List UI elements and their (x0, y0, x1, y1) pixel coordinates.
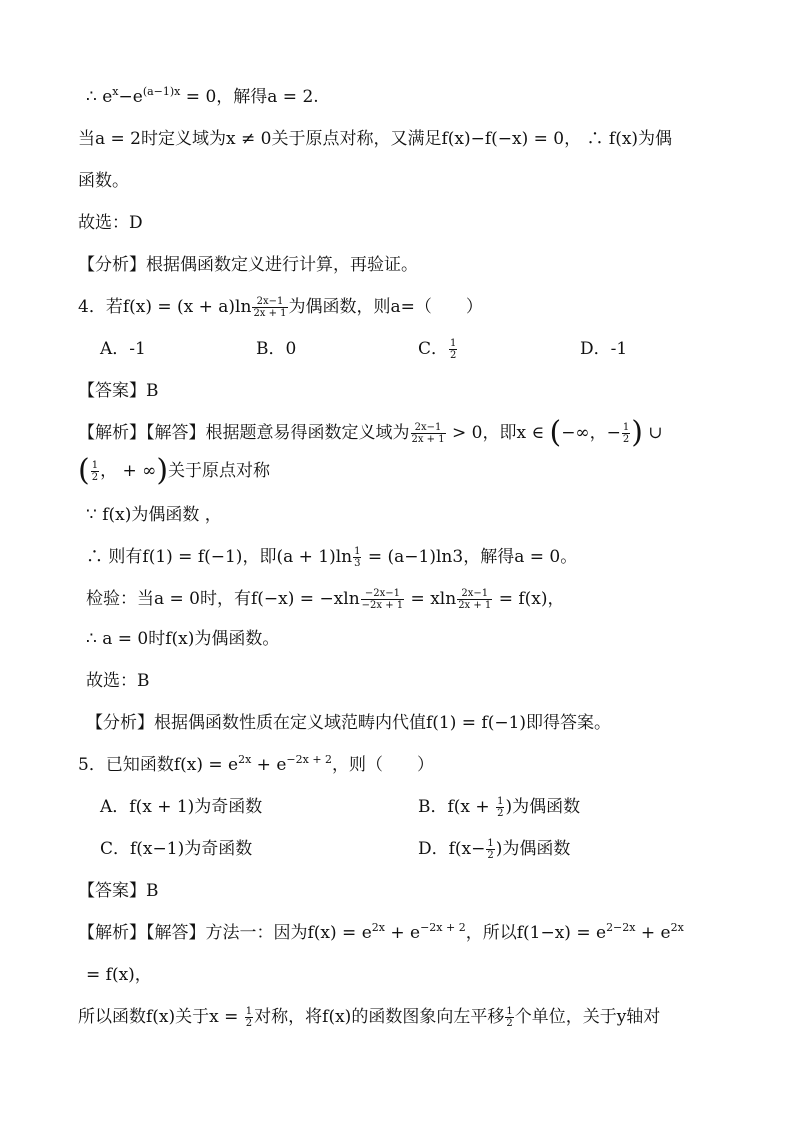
solution-5-line-2: = f(x)， (86, 965, 152, 985)
fraction: $\frac{2x-1}{2x + 1}$ (253, 296, 287, 319)
q5-option-d: D．f(x− $\frac{1}{2}$ )为偶函数 (418, 838, 571, 861)
solution-line-3: 函数。 (78, 171, 129, 191)
q5-option-b: B．f(x + $\frac{1}{2}$ )为偶函数 (418, 796, 581, 819)
solution-4-analysis: 【分析】根据偶函数性质在定义域范畴内代值f(1) = f(−1)即得答案。 (86, 713, 612, 733)
q5-option-c: C．f(x−1)为奇函数 (100, 839, 253, 859)
solution-4-check: 检验：当a = 0时，有f(−x) = −xln $\frac{-2x-1}{-2x + 1}$ = xln $\frac{2x-1}{2x + 1}$ = f(x)， (86, 588, 565, 611)
analysis-line: 【分析】根据偶函数定义进行计算，再验证。 (78, 255, 418, 275)
solution-4-line-4: ∴ 则有f(1) = f(−1)，即(a + 1)ln $\frac{1}{3}$ = (a−1)ln3，解得a = 0。 (86, 546, 578, 569)
solution-line-1: ∴ $e^x-e^{(a-1)x} = 0$，解得a = 2. (86, 85, 319, 107)
solution-4-choice: 故选：B (86, 671, 150, 691)
question-4: 4．若f(x) = (x + a)ln $\frac{2x-1}{2x + 1}$ 为偶函数，则a=（ ） (78, 296, 483, 319)
question-5: 5．已知函数$f(x) = e^{2x} + e^{-2x + 2}$，则（ ） (78, 753, 435, 775)
solution-4-line-6: ∴ a = 0时f(x)为偶函数。 (86, 629, 280, 649)
solution-5-line-1: 【解析】【解答】方法一：因为$f(x) = e^{2x} + e^{-2x + 2}$，所以$f(1-x) = e^{2-2x} + e^{2x}$ (78, 921, 684, 943)
solution-5-line-3: 所以函数f(x)关于x = $\frac{1}{2}$ 对称，将f(x)的函数图象向左平移 $\frac{1}{2}$ 个单位，关于y轴对 (78, 1006, 661, 1029)
answer-4: 【答案】B (78, 381, 159, 401)
q4-option-b: B．0 (256, 339, 297, 359)
solution-line-2: 当a = 2时定义域为x ≠ 0关于原点对称，又满足f(x)−f(−x) = 0， ∴ f(x)为偶 (78, 129, 673, 149)
solution-4-line-1: 【解析】【解答】根据题意易得函数定义域为 $\frac{2x-1}{2x + 1}$ > 0，即x ∈ (−∞，− $\frac{1}{2}$ ) ∪ (78, 415, 663, 450)
solution-4-line-3: ∵ f(x)为偶函数 ， (86, 505, 222, 525)
answer-5: 【答案】B (78, 881, 159, 901)
q4-option-c: C． $\frac{1}{2}$ (418, 338, 457, 361)
q5-option-a: A．f(x + 1)为奇函数 (100, 797, 263, 817)
q4-option-d: D．-1 (580, 339, 628, 359)
answer-choice-line: 故选：D (78, 213, 143, 233)
q4-option-a: A．-1 (100, 339, 146, 359)
solution-4-line-2: ( $\frac{1}{2}$ ， + ∞)关于原点对称 (78, 453, 271, 488)
